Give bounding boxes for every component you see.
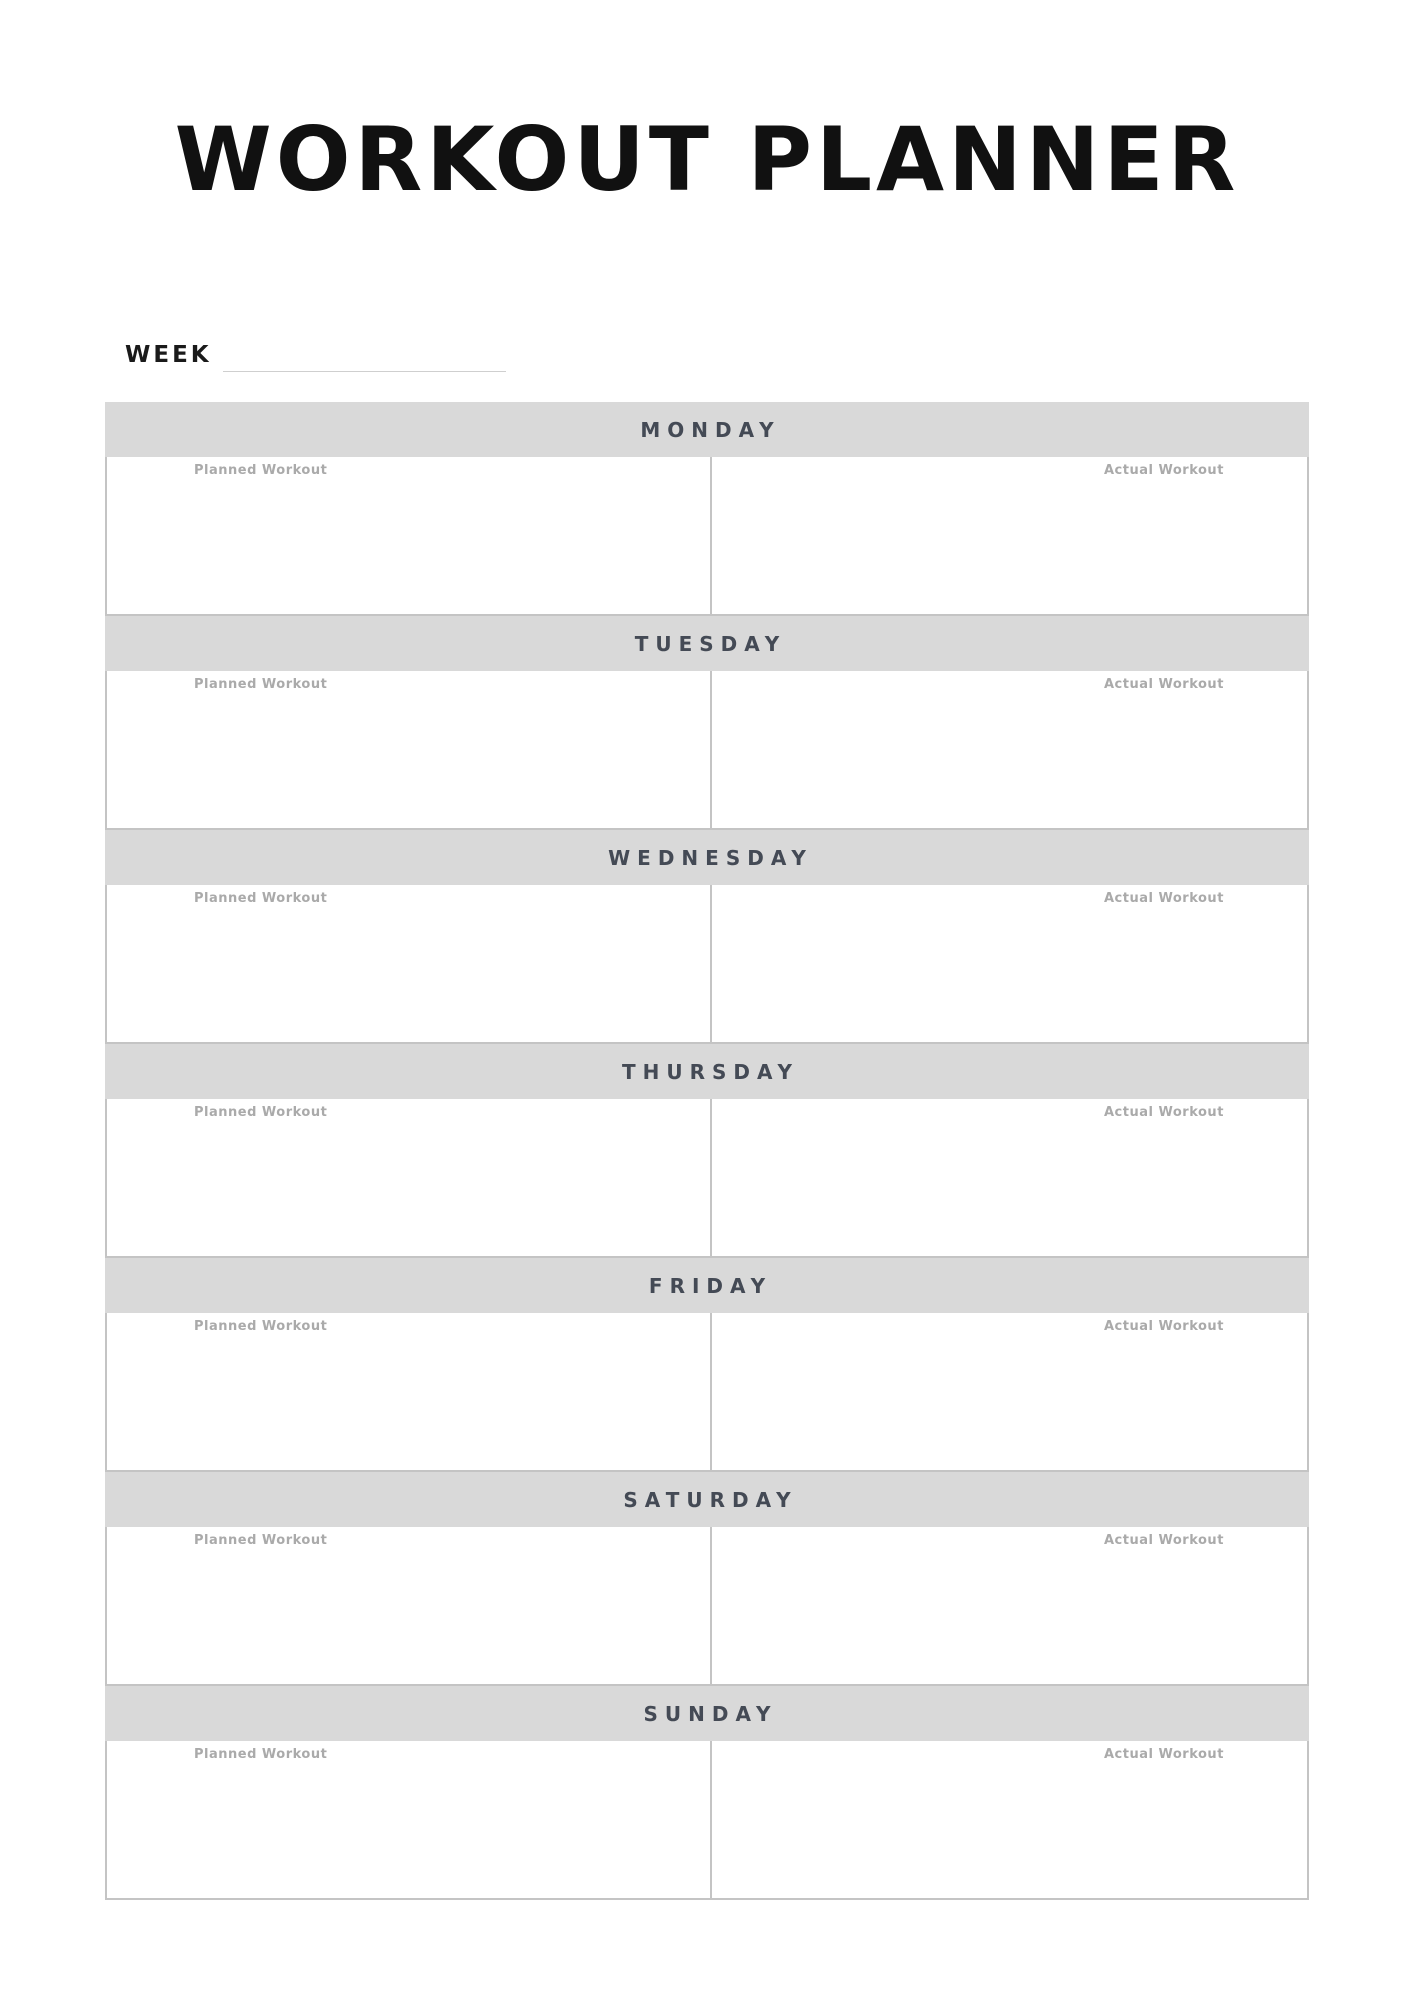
column-divider: [710, 885, 712, 1042]
actual-workout-label: Actual Workout: [1104, 1319, 1224, 1334]
actual-workout-label: Actual Workout: [1104, 463, 1224, 478]
day-header: [105, 1258, 1309, 1313]
day-block-friday: [105, 1258, 1309, 1472]
column-divider: [710, 1099, 712, 1256]
day-body: [105, 1527, 1309, 1686]
planned-workout-label: Planned Workout: [194, 891, 328, 906]
day-name: SATURDAY: [623, 1487, 798, 1512]
day-header: [105, 830, 1309, 885]
day-header: [105, 1044, 1309, 1099]
day-body: [105, 1313, 1309, 1472]
day-name: THURSDAY: [621, 1059, 800, 1084]
planned-workout-label: Planned Workout: [194, 1533, 328, 1548]
week-label: WEEK: [125, 342, 212, 368]
day-name: WEDNESDAY: [608, 845, 813, 870]
day-header: [105, 1472, 1309, 1527]
day-body: [105, 1741, 1309, 1900]
page-title: WORKOUT PLANNER: [174, 108, 1240, 211]
day-body: [105, 671, 1309, 830]
day-body: [105, 457, 1309, 616]
day-block-wednesday: [105, 830, 1309, 1044]
actual-workout-label: Actual Workout: [1104, 1105, 1224, 1120]
weekly-planner-table: [105, 402, 1309, 1900]
column-divider: [710, 457, 712, 614]
column-divider: [710, 1527, 712, 1684]
planned-workout-label: Planned Workout: [194, 1747, 328, 1762]
planned-workout-label: Planned Workout: [194, 463, 328, 478]
actual-workout-label: Actual Workout: [1104, 1747, 1224, 1762]
day-block-thursday: [105, 1044, 1309, 1258]
week-row: [125, 338, 525, 378]
day-body: [105, 885, 1309, 1044]
day-header: [105, 1686, 1309, 1741]
day-body: [105, 1099, 1309, 1258]
day-block-monday: [105, 402, 1309, 616]
day-block-saturday: [105, 1472, 1309, 1686]
day-name: SUNDAY: [643, 1701, 778, 1726]
day-name: MONDAY: [640, 417, 781, 442]
planned-workout-label: Planned Workout: [194, 1319, 328, 1334]
actual-workout-label: Actual Workout: [1104, 1533, 1224, 1548]
planned-workout-label: Planned Workout: [194, 677, 328, 692]
day-name: TUESDAY: [634, 631, 787, 656]
column-divider: [710, 1741, 712, 1898]
column-divider: [710, 671, 712, 828]
week-input-line[interactable]: [223, 371, 506, 372]
actual-workout-label: Actual Workout: [1104, 677, 1224, 692]
day-block-sunday: [105, 1686, 1309, 1900]
actual-workout-label: Actual Workout: [1104, 891, 1224, 906]
day-block-tuesday: [105, 616, 1309, 830]
planned-workout-label: Planned Workout: [194, 1105, 328, 1120]
day-header: [105, 402, 1309, 457]
day-header: [105, 616, 1309, 671]
day-name: FRIDAY: [648, 1273, 773, 1298]
column-divider: [710, 1313, 712, 1470]
